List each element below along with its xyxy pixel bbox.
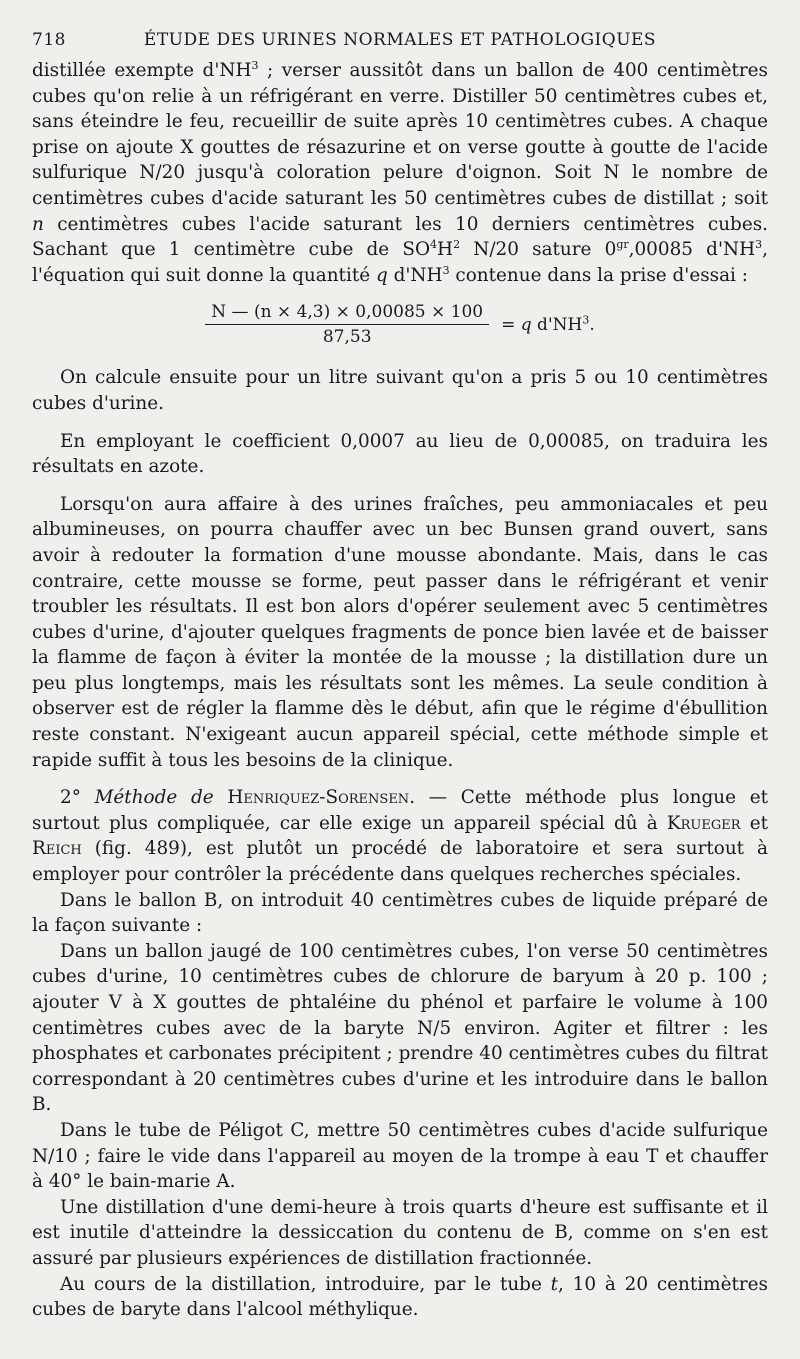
running-head [32,30,768,50]
running-title: ÉTUDE DES URINES NORMALES ET PATHOLOGIQUES [143,30,657,50]
paragraph-per-litre: On calcule ensuite pour un litre suivant qu'on a pris 5 ou 10 centimètres cubes d'urine. [32,367,768,414]
page-number: 718 [32,30,66,50]
paragraph-preparation: Dans un ballon jaugé de 100 centimètres cubes, l'on verse 50 centimètres cubes d'urine, 10 centimètres cubes de chlorure de baryum à 20 p. 100 ; ajouter V à X gouttes de phtaléine du phénol et parfaire le volume à 100 centimètres cubes avec de la baryte N/5 environ. Agiter et filtrer : les phosphates et carbonates précipitent ; prendre 40 centimètres cubes du filtrat correspondant à 20 centimètres cubes d'urine et les introduire dans le ballon B. [32,940,768,1116]
formula-fraction [205,302,489,347]
paragraph-coefficient: En employant le coefficient 0,0007 au lieu de 0,00085, on traduira les résultats en azote. [32,430,768,478]
formula-denominator: 87,53 [322,327,372,348]
paragraph-distillation-time: Une distillation d'une demi-heure à trois quarts d'heure est suffisante et il est inutile d'atteindre la dessiccation du contenu de B, comme on s'en est assuré par plusieurs expériences de distillation fractionnée. [32,1196,768,1269]
paragraph-fresh-urines: Lorsqu'on aura affaire à des urines fraîches, peu ammoniacales et peu albumineuses, on pourra chauffer avec un bec Bunsen grand ouvert, sans avoir à redouter la formation d'une mousse abondante. Mais, dans le cas contraire, cette mousse se forme, peut passer dans le réfrigérant et venir troubler les résultats. Il est bon alors d'opérer seulement avec 5 centimètres cubes d'urine, d'ajouter quelques fragments de ponce bien lavée et de baisser la flamme de façon à éviter la montée de la mousse ; la distillation dure un peu plus longtemps, mais les résultats sont les mêmes. La seule condition à observer est de régler la flamme dès le début, afin que le régime d'ébullition reste constant. N'exigeant aucun appareil spécial, cette méthode simple et rapide suffit à tous les besoins de la clinique. [32,493,768,771]
paragraph-distillation: distillée exempte $d'NH^3$ ; verser aussitôt dans un ballon de 400 centimètres cubes qu'on relie à un réfrigérant en verre. Distiller 50 centimètres cubes et, sans éteindre le feu, recueillir de suite après 10 centimètres cubes. A chaque prise on ajoute X gouttes de résazurine et on verse goutte à goutte de l'acide sulfurique N/20 jusqu'à coloration pelure d'oignon. Soit N le nombre de centimètres cubes d'acide saturant les 50 centimètres cubes de distillat ; soit n centimètres cubes l'acide saturant les 10 derniers centimètres cubes. Sachant que 1 centimètre cube de $SO^4H^2$ N/20 sature $0^{gr},00085$ $d'NH^3$, l'équation qui suit donne la quantité q $d'NH^3$ contenue dans la prise d'essai : [32,58,768,286]
paragraph-method-2: 2° Méthode de Henriquez-Sorensen. — Cette méthode plus longue et surtout plus compliquée, car elle exige un appareil spécial dû à Krueger et Reich (fig. 489), est plutôt un procédé de laboratoire et sera surtout à employer pour contrôler la précédente dans quelques recherches spéciales. [32,787,768,886]
paragraph-ballon-b: Dans le ballon B, on introduit 40 centimètres cubes de liquide préparé de la façon suivante : [32,889,768,937]
formula-result: = q $d'NH^3$. [501,313,595,335]
formula-numerator: N — (n × 4,3) × 0,00085 × 100 [205,302,489,325]
paragraph-peligot: Dans le tube de Péligot C, mettre 50 centimètres cubes d'acide sulfurique N/10 ; faire le vide dans l'appareil au moyen de la trompe à eau T et chauffer à 40° le bain-marie A. [32,1119,768,1193]
ammonia-formula [32,302,768,347]
paragraph-baryte: Au cours de la distillation, introduire, par le tube t, 10 à 20 centimètres cubes de baryte dans l'alcool méthylique. [32,1273,768,1321]
